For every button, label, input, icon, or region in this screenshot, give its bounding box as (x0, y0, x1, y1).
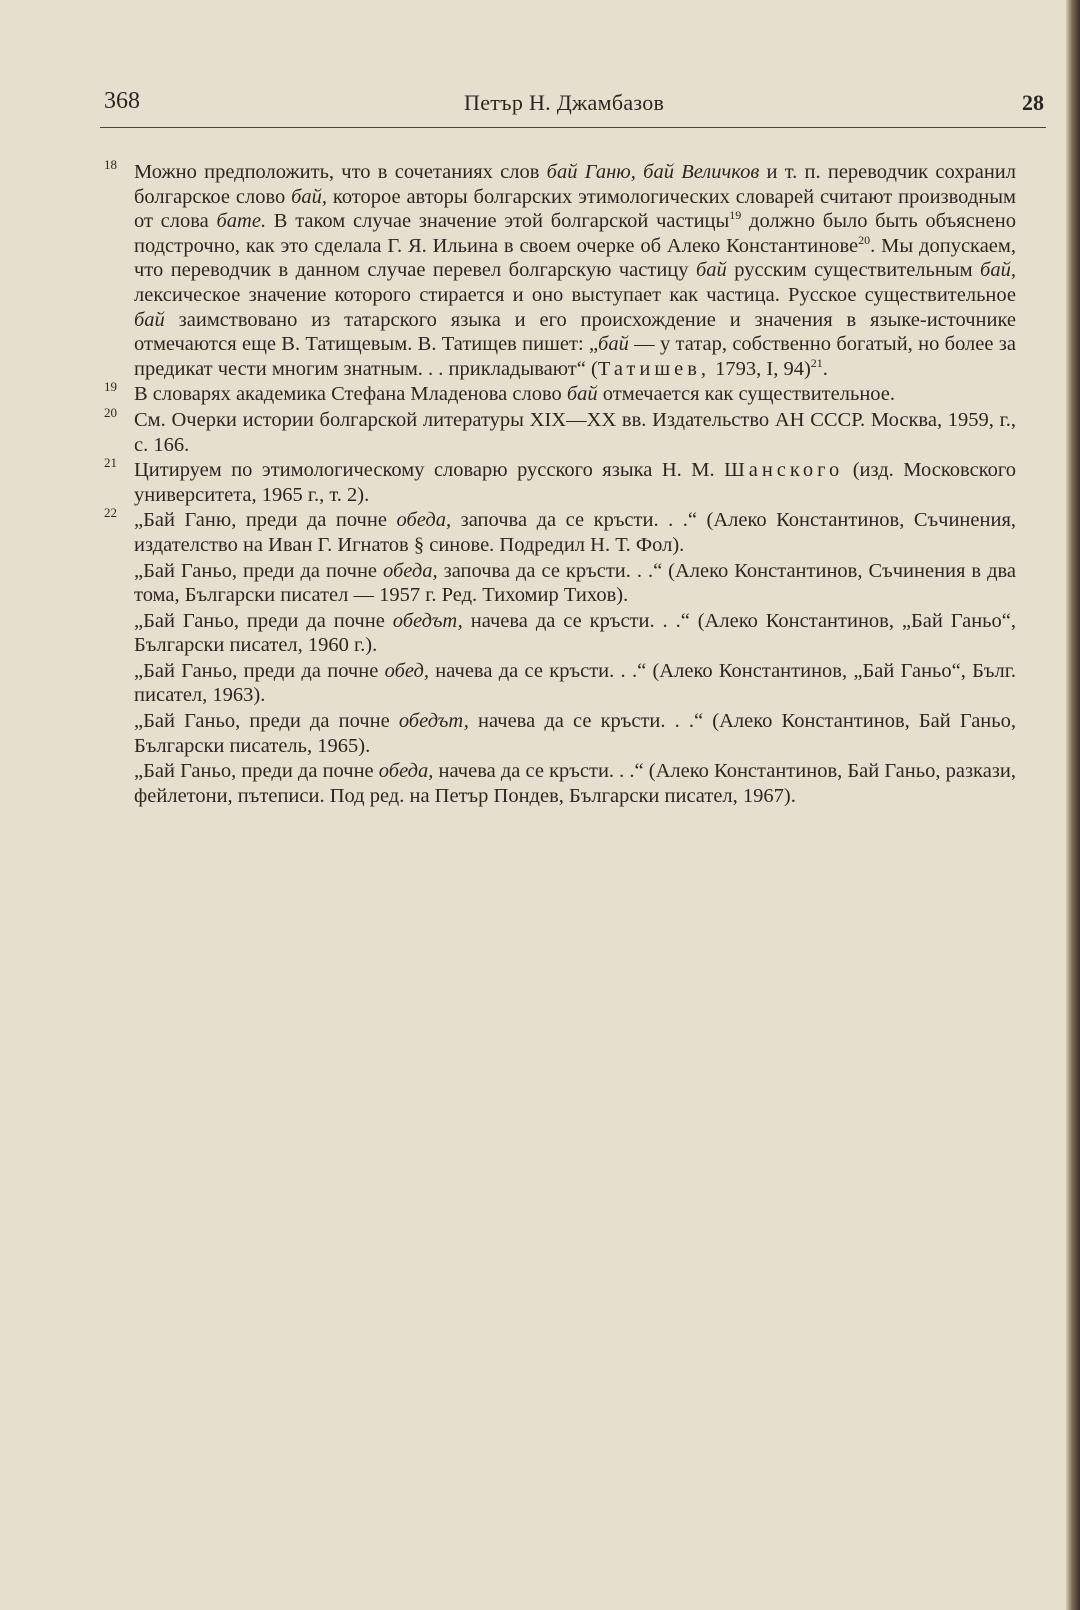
italic-run: бай Ганю, бай Величков (546, 161, 760, 183)
header-rule (100, 127, 1046, 128)
footnote-text (134, 382, 1016, 407)
italic-run: бай, (980, 259, 1016, 282)
text-run: започва да се кръсти. . .“ (Алеко Константинов, Съчинения, издателство на Иван Г. Игнатов § синове. Подредил Н. Т. Фол). (134, 509, 1016, 556)
running-title: Петър Н. Джамбазов (464, 90, 665, 115)
text-run: Можно предположить, что в сочетаниях слов (134, 161, 547, 183)
footnote-19 (104, 379, 1016, 407)
quotation-entry (134, 609, 1016, 658)
text-run: отмечается как существительное. (597, 383, 896, 406)
text-run: 1793, I, 94) (710, 357, 811, 380)
page-header (104, 88, 1044, 128)
text-run: — у татар, собственно богатый, но более за предикат чести многим знатным. . . прикладывают“ ( (134, 333, 1016, 380)
text-run: „Бай Ганьо, преди да почне (134, 760, 379, 783)
page-number: 368 (104, 88, 140, 114)
spaced-author-name: Татишев, (597, 357, 711, 380)
text-run: начева да се кръсти. . .“ (Алеко Константинов, Бай Ганьо, Български писатель, 1965). (134, 710, 1017, 757)
text-run: „Бай Ганьо, преди да почне (134, 609, 393, 632)
folio-number: 28 (1022, 90, 1044, 115)
text-run: заимствовано из татарского языка и его происхождение и значения в языке-источнике отмечаются еще В. Татищевым. В. Татищев пишет: „ (134, 308, 1016, 356)
footnote-number: 19 (104, 379, 117, 395)
text-run: и т. п. переводчик сохранил болгарское слово (134, 161, 1016, 208)
italic-run: бай (566, 383, 598, 406)
footnote-text (134, 508, 1016, 808)
quotation-entry (134, 508, 1016, 557)
italic-run: бай, (291, 185, 328, 208)
text-run: „Бай Ганьо, преди да почне (134, 559, 383, 582)
text-run: „Бай Ганьо, преди да почне (134, 710, 399, 733)
italic-run: обеда, (378, 760, 434, 783)
footnotes (104, 157, 1017, 809)
italic-run: обеда, (383, 559, 438, 582)
text-run: начева да се кръсти. . .“ (Алеко Константинов, „Бай Ганьо“, Бълг. писател, 1963). (134, 659, 1016, 707)
quotation-entry (134, 709, 1016, 758)
footnote-number: 18 (104, 157, 117, 172)
text-run: начева да се кръсти. . .“ (Алеко Константинов, „Бай Ганьо“, Български писател, 1960 г.). (134, 609, 1017, 657)
italic-run: обеда, (396, 509, 452, 532)
superscript-ref: 20 (858, 232, 871, 247)
text-run: . Мы допускаем, что переводчик в данном случае перевел болгарскую частицу (134, 234, 1016, 282)
footnote-18 (104, 157, 1017, 381)
text-run: започва да се кръсти. . .“ (Алеко Константинов, Съчинения в два тома, Български писател — 1957 г. Ред. Тихомир Тихов). (134, 559, 1017, 607)
text-run: „Бай Ганьо, преди да почне (134, 659, 385, 682)
text-run: В таком случае значение этой болгарской частицы (266, 210, 730, 233)
italic-run: обедът, (398, 710, 469, 733)
footnote-text (134, 458, 1016, 507)
page-edge-shadow (1066, 0, 1080, 1610)
quotation-entry (134, 559, 1016, 608)
text-run: русским существительным (726, 259, 981, 282)
footnote-21 (104, 455, 1016, 507)
footnote-20 (104, 404, 1016, 457)
footnote-number: 20 (104, 404, 117, 420)
text-run: . (822, 357, 828, 380)
footnote-number: 22 (104, 505, 117, 521)
footnote-text (134, 160, 1016, 381)
text-run: лексическое значение которого стирается и оно выступает как частица. Русское существительное (134, 283, 1016, 306)
text-run: Цитируем по этимологическому словарю русского языка Н. М. (134, 459, 725, 482)
text-run: должно было быть объяснено подстрочно, как это сделала Г. Я. Ильина в своем очерке об Алеко Константинове (134, 210, 1017, 257)
footnote-text: См. Очерки истории болгарской литературы XIX—XX вв. Издательство АН СССР. Москва, 1959, г., с. 166. (134, 408, 1016, 456)
italic-run: обедът, (392, 609, 463, 632)
italic-run: бате. (216, 210, 267, 233)
italic-run: обед, (384, 659, 429, 682)
spaced-author-name: Шанского (724, 459, 844, 482)
italic-run: бай (695, 259, 727, 282)
text-run: „Бай Ганю, преди да почне (134, 509, 397, 532)
italic-run: бай (598, 333, 629, 356)
superscript-ref: 21 (810, 355, 823, 370)
text-run: начева да се кръсти. . .“ (Алеко Константинов, Бай Ганьо, разкази, фейлетони, пътеписи. Под ред. на Петър Пондев, Български писател, 1967). (134, 760, 1016, 807)
footnote-number: 21 (104, 455, 117, 471)
text-run: которое авторы болгарских этимологических словарей считают производным от слова (134, 185, 1016, 233)
quotation-entry (134, 659, 1016, 708)
text-run: (изд. Московского университета, 1965 г., т. 2). (134, 459, 1016, 506)
quotation-entry (134, 759, 1016, 808)
footnote-22 (104, 505, 1017, 808)
italic-run: бай (134, 308, 165, 331)
superscript-ref: 19 (729, 208, 742, 223)
text-run: В словарях академика Стефана Младенова слово (134, 383, 567, 406)
